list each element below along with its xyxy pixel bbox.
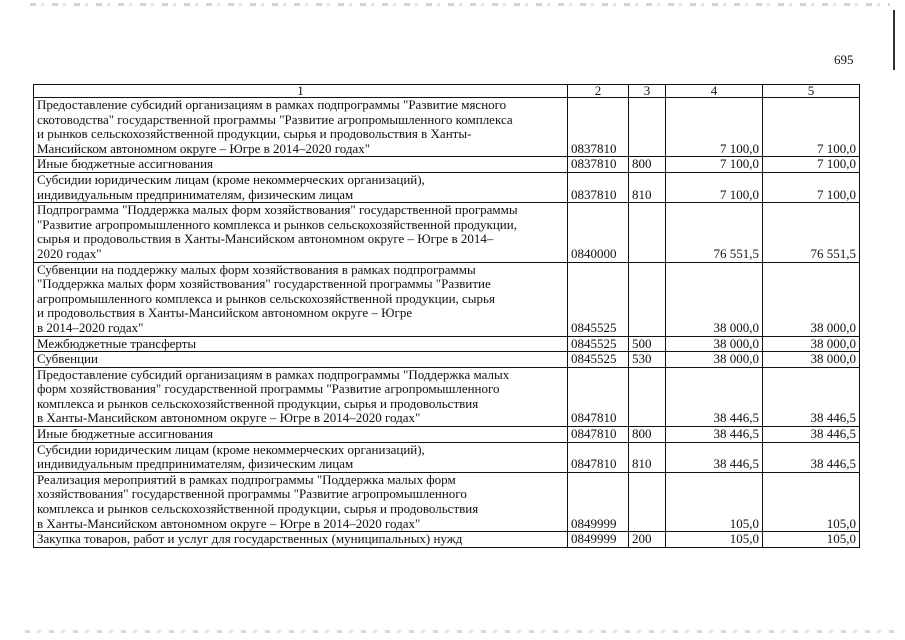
- table-row: [34, 442, 860, 472]
- row-code-cell: [568, 157, 629, 173]
- row-name-cell: [34, 262, 568, 336]
- row-value-col5-text: 38 446,5: [810, 456, 856, 472]
- row-name-cell: [34, 427, 568, 443]
- row-expense-type-cell: [629, 336, 666, 352]
- row-expense-type-cell: [629, 352, 666, 368]
- row-name-text: Иные бюджетные ассигнования: [37, 426, 214, 442]
- row-code-text: 0845525: [571, 319, 617, 335]
- row-code-text: 0840000: [571, 245, 617, 261]
- row-value-col4-cell: [666, 336, 763, 352]
- row-value-col4-cell: [666, 172, 763, 202]
- scan-artifact-top: [30, 3, 890, 6]
- row-code-cell: [568, 262, 629, 336]
- table-row: [34, 262, 860, 336]
- row-expense-type-cell: [629, 472, 666, 531]
- column-header-3: 3: [629, 85, 666, 98]
- row-expense-type-cell: [629, 532, 666, 548]
- row-code-cell: [568, 472, 629, 531]
- table-row: [34, 472, 860, 531]
- row-value-col4-cell: [666, 203, 763, 262]
- row-value-col4-cell: [666, 367, 763, 426]
- row-expense-type-cell: [629, 367, 666, 426]
- row-expense-type-text: 810: [632, 456, 652, 472]
- row-code-text: 0845525: [571, 351, 617, 367]
- row-name-text: Реализация мероприятий в рамках подпрограммы "Поддержка малых форм хозяйствования" государственной программы "Развитие агропромышленного комплекса и рынков сельскохозяйственной продукции, сырья и продовольствия в Ханты-Мансийском автономном округе – Югре в 2014–2020 годах": [37, 471, 479, 531]
- row-code-cell: [568, 352, 629, 368]
- row-name-text: Субвенции: [37, 351, 98, 367]
- row-code-cell: [568, 367, 629, 426]
- row-value-col4-cell: [666, 427, 763, 443]
- row-value-col5-cell: [763, 157, 860, 173]
- row-name-text: Закупка товаров, работ и услуг для государственных (муниципальных) нужд: [37, 531, 463, 547]
- row-code-text: 0837810: [571, 156, 617, 172]
- row-name-cell: [34, 532, 568, 548]
- row-value-col5-cell: [763, 472, 860, 531]
- row-name-text: Подпрограмма "Поддержка малых форм хозяйствования" государственной программы "Развитие агропромышленного комплекса и рынков сельскохозяйственной продукции, сырья и продовольствия в Ханты-Мансийском автономном округе – Югре в 2014– 2020 годах": [37, 202, 518, 261]
- row-value-col5-cell: [763, 442, 860, 472]
- row-code-cell: [568, 427, 629, 443]
- row-name-text: Субсидии юридическим лицам (кроме некоммерческих организаций), индивидуальным предпринимателям, физическим лицам: [37, 171, 425, 202]
- row-name-cell: [34, 172, 568, 202]
- row-code-cell: [568, 203, 629, 262]
- row-value-col4-text: 7 100,0: [720, 140, 759, 156]
- row-value-col4-text: 38 446,5: [713, 456, 759, 472]
- row-expense-type-cell: [629, 98, 666, 157]
- row-value-col5-text: 7 100,0: [817, 156, 856, 172]
- row-value-col4-text: 38 000,0: [713, 351, 759, 367]
- column-header-2: 2: [568, 85, 629, 98]
- row-expense-type-text: 530: [632, 351, 652, 367]
- row-value-col5-cell: [763, 532, 860, 548]
- row-name-cell: [34, 157, 568, 173]
- table-row: [34, 352, 860, 368]
- row-value-col5-text: 105,0: [826, 531, 856, 547]
- row-value-col5-cell: [763, 98, 860, 157]
- row-value-col4-cell: [666, 472, 763, 531]
- row-value-col5-text: 38 000,0: [810, 351, 856, 367]
- row-code-text: 0837810: [571, 186, 617, 202]
- row-value-col4-text: 7 100,0: [720, 186, 759, 202]
- row-name-cell: [34, 336, 568, 352]
- row-code-text: 0837810: [571, 140, 617, 156]
- row-name-cell: [34, 352, 568, 368]
- row-value-col5-text: 38 446,5: [810, 410, 856, 426]
- row-name-text: Предоставление субсидий организациям в рамках подпрограммы "Поддержка малых форм хозяйствования" государственной программы "Развитие агропромышленного комплекса и рынков сельскохозяйственной продукции, сырья и продовольствия в Ханты-Мансийском автономном округе – Югре в 2014–2020 годах": [37, 366, 510, 426]
- column-header-1: 1: [34, 85, 568, 98]
- row-code-text: 0849999: [571, 531, 617, 547]
- row-value-col5-text: 105,0: [826, 515, 856, 531]
- row-value-col4-text: 38 000,0: [713, 319, 759, 335]
- row-name-text: Межбюджетные трансферты: [37, 335, 197, 351]
- row-value-col5-text: 7 100,0: [817, 140, 856, 156]
- row-value-col4-cell: [666, 98, 763, 157]
- row-value-col5-text: 38 446,5: [810, 426, 856, 442]
- row-value-col4-cell: [666, 442, 763, 472]
- row-value-col4-cell: [666, 157, 763, 173]
- row-expense-type-text: 800: [632, 426, 652, 442]
- row-value-col4-cell: [666, 532, 763, 548]
- row-code-cell: [568, 98, 629, 157]
- row-code-cell: [568, 532, 629, 548]
- row-value-col5-text: 7 100,0: [817, 186, 856, 202]
- column-header-5: 5: [763, 85, 860, 98]
- row-expense-type-text: 800: [632, 156, 652, 172]
- row-value-col4-cell: [666, 352, 763, 368]
- row-code-text: 0847810: [571, 410, 617, 426]
- row-expense-type-cell: [629, 427, 666, 443]
- scan-artifact-bottom: [25, 630, 895, 633]
- row-value-col5-cell: [763, 262, 860, 336]
- table-row: [34, 427, 860, 443]
- budget-table: [33, 84, 860, 548]
- row-expense-type-cell: [629, 157, 666, 173]
- table-row: [34, 367, 860, 426]
- row-value-col4-text: 38 446,5: [713, 426, 759, 442]
- row-value-col4-text: 38 000,0: [713, 335, 759, 351]
- row-name-text: Предоставление субсидий организациям в рамках подпрограммы "Развитие мясного скотоводства" государственной программы "Развитие агропромышленного комплекса и рынков сельскохозяйственной продукции, сырья и продовольствия в Ханты- Мансийском автономном округе – Югре в 2014–2020 годах": [37, 97, 513, 156]
- table-row: [34, 98, 860, 157]
- table-row: [34, 172, 860, 202]
- table-row: [34, 336, 860, 352]
- column-header-4: 4: [666, 85, 763, 98]
- row-name-cell: [34, 203, 568, 262]
- table-row: [34, 157, 860, 173]
- row-value-col4-text: 7 100,0: [720, 156, 759, 172]
- row-expense-type-text: 500: [632, 335, 652, 351]
- row-code-cell: [568, 442, 629, 472]
- row-value-col5-cell: [763, 172, 860, 202]
- row-code-cell: [568, 172, 629, 202]
- row-value-col5-text: 76 551,5: [810, 245, 856, 261]
- row-expense-type-cell: [629, 203, 666, 262]
- row-value-col5-cell: [763, 203, 860, 262]
- row-value-col5-cell: [763, 367, 860, 426]
- row-expense-type-text: 200: [632, 531, 652, 547]
- row-expense-type-cell: [629, 172, 666, 202]
- row-name-text: Субвенции на поддержку малых форм хозяйствования в рамках подпрограммы "Поддержка малых форм хозяйствования" государственной программы "Развитие агропромышленного комплекса и рынков сельскохозяйственной продукции, сырья и продовольствия в Ханты-Мансийском автономном округе – Югре в 2014–2020 годах": [37, 261, 495, 335]
- row-name-cell: [34, 367, 568, 426]
- row-value-col4-cell: [666, 262, 763, 336]
- row-expense-type-cell: [629, 262, 666, 336]
- row-name-cell: [34, 442, 568, 472]
- row-name-text: Иные бюджетные ассигнования: [37, 156, 214, 172]
- row-code-text: 0849999: [571, 515, 617, 531]
- page-number: 695: [834, 52, 854, 67]
- row-value-col5-cell: [763, 352, 860, 368]
- row-code-text: 0847810: [571, 456, 617, 472]
- row-value-col5-text: 38 000,0: [810, 335, 856, 351]
- table-row: [34, 532, 860, 548]
- row-value-col4-text: 76 551,5: [713, 245, 759, 261]
- row-value-col4-text: 38 446,5: [713, 410, 759, 426]
- table-header-row: [34, 85, 860, 98]
- row-value-col4-text: 105,0: [729, 531, 759, 547]
- row-value-col5-cell: [763, 427, 860, 443]
- row-code-text: 0845525: [571, 335, 617, 351]
- row-value-col4-text: 105,0: [729, 515, 759, 531]
- row-value-col5-text: 38 000,0: [810, 319, 856, 335]
- row-expense-type-text: 810: [632, 186, 652, 202]
- page-edge-mark: [893, 10, 895, 70]
- table-row: [34, 203, 860, 262]
- row-name-cell: [34, 472, 568, 531]
- row-name-cell: [34, 98, 568, 157]
- row-code-cell: [568, 336, 629, 352]
- row-value-col5-cell: [763, 336, 860, 352]
- row-name-text: Субсидии юридическим лицам (кроме некоммерческих организаций), индивидуальным предпринимателям, физическим лицам: [37, 441, 425, 472]
- row-code-text: 0847810: [571, 426, 617, 442]
- row-expense-type-cell: [629, 442, 666, 472]
